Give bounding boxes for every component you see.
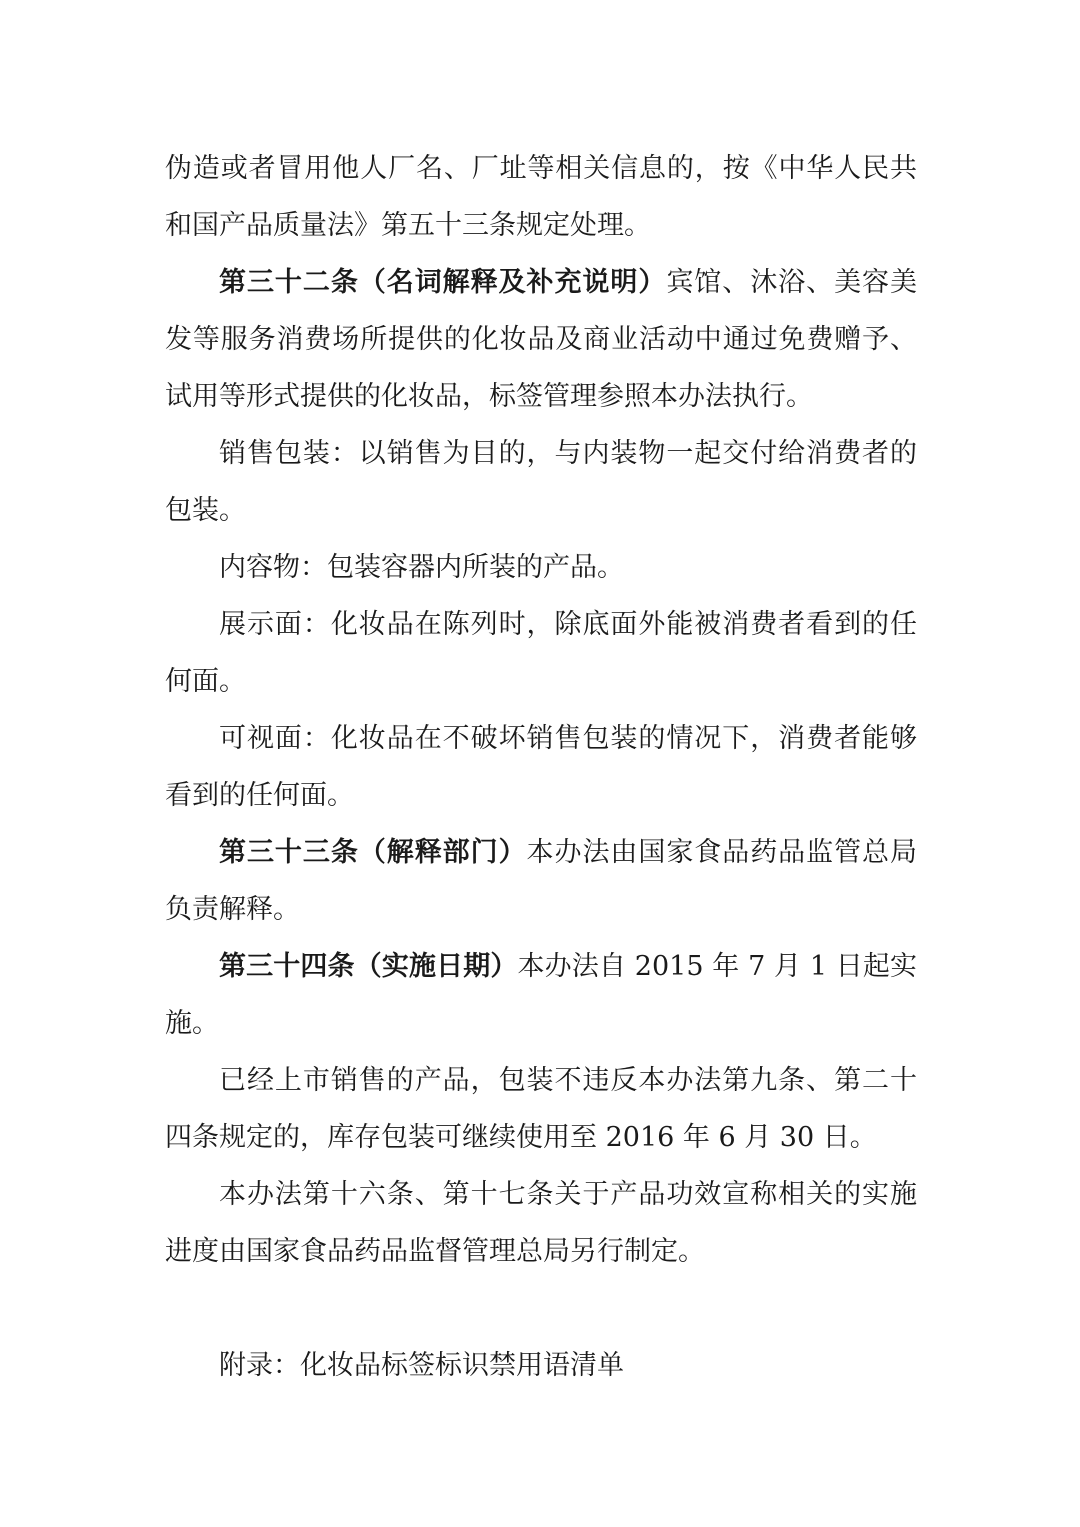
paragraph-text: 伪造或者冒用他人厂名、厂址等相关信息的，按《中华人民共和国产品质量法》第五十三条规定处理。 (165, 153, 917, 241)
definition-contents (165, 539, 917, 596)
paragraph-text: 销售包装：以销售为目的，与内装物一起交付给消费者的包装。 (165, 438, 917, 526)
paragraph-text: 可视面：化妆品在不破坏销售包装的情况下，消费者能够看到的任何面。 (165, 723, 917, 811)
paragraph-text: 展示面：化妆品在陈列时，除底面外能被消费者看到的任何面。 (165, 609, 917, 697)
article-32-heading: 第三十二条（名词解释及补充说明） (219, 267, 667, 298)
article-34-text: 本办法自 2015 年 7 月 1 日起实施。 (165, 951, 917, 1039)
article-33-heading: 第三十三条（解释部门） (219, 837, 527, 868)
efficacy-claims-paragraph (165, 1166, 917, 1280)
appendix-line (165, 1337, 917, 1394)
paragraph-text: 已经上市销售的产品，包装不违反本办法第九条、第二十四条规定的，库存包装可继续使用至 2016 年 6 月 30 日。 (165, 1065, 917, 1153)
paragraph-text: 本办法第十六条、第十七条关于产品功效宣称相关的实施进度由国家食品药品监督管理总局另行制定。 (165, 1179, 917, 1267)
definition-sales-packaging (165, 425, 917, 539)
article-34-heading: 第三十四条（实施日期） (219, 951, 518, 982)
existing-products-paragraph (165, 1052, 917, 1166)
paragraph-continuation (165, 140, 917, 254)
article-32-paragraph (165, 254, 917, 425)
article-33-paragraph (165, 824, 917, 938)
document-body (165, 140, 917, 1394)
definition-display-surface (165, 596, 917, 710)
article-33-text: 本办法由国家食品药品监管总局负责解释。 (165, 837, 918, 925)
article-34-paragraph (165, 938, 917, 1052)
appendix-text: 附录：化妆品标签标识禁用语清单 (219, 1350, 624, 1381)
definition-visible-surface (165, 710, 917, 824)
paragraph-text: 内容物：包装容器内所装的产品。 (219, 552, 624, 583)
article-32-text: 宾馆、沐浴、美容美发等服务消费场所提供的化妆品及商业活动中通过免费赠予、试用等形式提供的化妆品，标签管理参照本办法执行。 (165, 267, 918, 412)
